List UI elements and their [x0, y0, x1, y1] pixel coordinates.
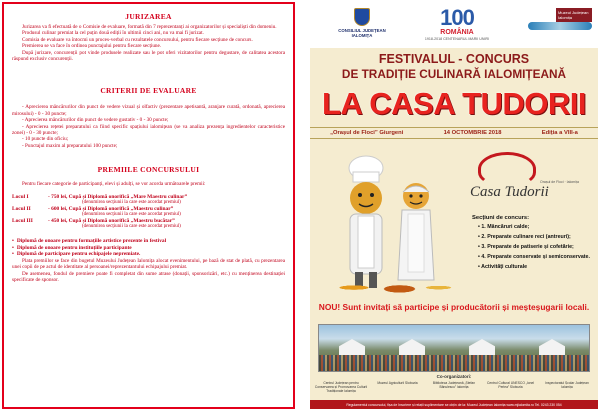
tent-icon — [399, 339, 425, 355]
criteria-item: - Punctajul maxim al preparatului 100 puncte; — [22, 142, 118, 149]
logo-tagline: Orașul de Floci · Ialomița — [540, 180, 579, 184]
partners — [314, 374, 594, 400]
diploma-item: • Diplomă de participare pentru echipajele nepremiate. — [12, 251, 285, 258]
partners-title: Co-organizatori: — [436, 374, 472, 379]
prize-label: Locul I — [12, 193, 29, 200]
pumpkins — [328, 272, 458, 298]
criteria-title: CRITERII DE EVALUARE — [100, 86, 197, 96]
prize-note: (denumirea secțiunii la care este acordat premiul) — [82, 212, 181, 218]
casa-tudorii-logo — [460, 150, 580, 206]
diploma-item: • Diplomă de onoare pentru instituțiile participante — [12, 245, 285, 252]
jury-paragraph: Produsul culinar premiat la cel puțin două ediții în ultimii cinci ani, nu va mai fi jurizat. — [22, 30, 204, 37]
prize-note: (denumirea secțiunii la care este acordat premiul) — [82, 199, 181, 205]
jury-paragraph: Premierea se va face în ordinea punctajului pentru fiecare secțiune. — [22, 43, 162, 50]
prize-note: (denumirea secțiunii la care este acordat premiul) — [82, 224, 181, 230]
diploma-item: • Diplomă de onoare pentru formațiile artistice prezente în festival — [12, 238, 285, 245]
centenary-subtitle: 1918-2018 CENTENARUL MARII UNIRI — [424, 37, 490, 41]
diploma-list — [12, 238, 285, 258]
wave-icon — [528, 22, 592, 30]
logo-wordmark: Casa Tudorii — [470, 184, 549, 200]
jury-title: JURIZAREA — [125, 12, 172, 21]
tent-icon — [539, 339, 565, 355]
festival-title: FESTIVALUL - CONCURS — [378, 52, 530, 66]
section-item: • 3. Preparate de patiserie și cofetărie; — [472, 242, 596, 252]
logo-arc-icon — [478, 152, 536, 186]
partner-name: Inspectoratul Școlar Județean Ialomița — [545, 381, 589, 389]
criteria-item: - Aprecierea rețetei preparatului ca fiind specific spațiului ialomițean (se va analiza prezența ingredientelor caracteristice zonei) - 0 - 30 puncte; — [12, 123, 285, 137]
county-council-logo — [332, 8, 392, 38]
museum-logo — [528, 8, 592, 30]
logo-bar — [310, 2, 598, 48]
event-edition: Ediția a VIII-a — [541, 130, 578, 136]
jury-paragraph: După jurizare, concurenții pot vinde produsele realizate sau le pot oferi vizitatorilor pentru degustare, de calitatea acestora răspund exclusiv concurenții. — [12, 49, 285, 63]
prizes-intro: Pentru fiecare categorie de participanți, elevi și adulți, se vor acorda următoarele premii: — [22, 181, 206, 188]
section-item: • 4. Preparate conservate și semiconservate. — [472, 252, 596, 262]
prize-label: Locul III — [12, 218, 33, 225]
prize-text: - 450 lei, Cupă și Diplomă onorifică „Maestru bucătar” — [48, 218, 175, 225]
festival-subtitle: DE TRADIȚIE CULINARĂ IALOMIȚEANĂ — [341, 67, 567, 81]
prize-text: - 600 lei, Cupă și Diplomă onorifică „Maestru culinar” — [48, 205, 174, 212]
museum-name: Muzeul Județean Ialomița — [556, 8, 592, 22]
criteria-item: - Aprecierea mâncărurilor din punct de vedere vizual și olfactiv (prezentare apetisantă, aranjare curată, ordonată, aprecierea mirosului) - 0 - 30 puncte; — [12, 104, 285, 117]
partner-name: Muzeul Agriculturii Slobozia — [377, 381, 418, 385]
section-item: • 2. Preparate culinare reci (antreuri); — [472, 232, 596, 242]
closing-paragraph: Plata premiilor se face din bugetul Muzeului Județean Ialomița alocat evenimentului, pe bază de stat de plată, cu prezentarea unei copii de pe actul de identitate al persoanei/reprezentantului echipajului premiat. — [12, 258, 285, 271]
event-place: „Orașul de Floci” Giurgeni — [330, 130, 404, 136]
illustration — [310, 140, 598, 302]
event-date: 14 OCTOMBRIE 2018 — [443, 130, 502, 136]
prize-text: - 750 lei, Cupă și Diplomă onorifică „Mare Maestru culinar” — [48, 193, 188, 200]
closing-paragraph: De asemenea, fondul de premiere poate fi completat din sume atrase (donații, sponsorizări, etc.) cu menținerea destinației specificate de sponsor. — [12, 270, 285, 284]
centenary-logo — [422, 7, 492, 41]
sections-heading: Secțiuni de concurs: — [472, 215, 530, 221]
festival-main-title: LA CASA TUDORII — [321, 86, 587, 121]
rules-page — [2, 2, 295, 409]
centenary-country: ROMÂNIA — [440, 29, 474, 36]
section-item: • Activități culturale — [472, 262, 596, 272]
prize-label: Locul II — [12, 205, 31, 212]
crowd — [319, 355, 590, 371]
footer-bar: Regulamentul concursului, fișa de înscriere și relații suplimentare se obțin de la: Muzeul Județean Ialomița www.mjialomita.ro Tel. 0243 230 054 — [310, 400, 598, 409]
partner-name: Centrul Județean pentru Conservarea și Promovarea Culturii Tradiționale Ialomița — [314, 381, 368, 393]
festival-photo — [318, 324, 590, 372]
section-item: • 1. Mâncăruri calde; — [472, 222, 596, 232]
partner-name: Centrul Cultural UNESCO „Ionel Perlea” Slobozia — [486, 381, 535, 389]
county-council-name: CONSILIUL JUDEȚEAN IALOMIȚA — [338, 28, 386, 38]
centenary-number: 100 — [440, 5, 474, 30]
tent-icon — [339, 339, 365, 355]
sections-list — [472, 214, 596, 272]
prizes-title: PREMIILE CONCURSULUI — [97, 165, 200, 175]
coat-of-arms-icon — [354, 8, 370, 26]
jury-paragraph: Jurizarea va fi efectuată de o Comisie de evaluare, formată din 7 reprezentanți ai organizatorilor și specialiști din domeniu. — [22, 24, 277, 30]
event-info-bar — [310, 127, 598, 139]
tent-icon — [469, 339, 495, 355]
criteria-item: - 10 puncte din oficiu; — [22, 136, 69, 143]
invite-banner: NOU! Sunt invitați să participe și producătorii și meșteșugarii locali. — [318, 302, 590, 312]
jury-paragraph: Comisia de evaluare va întocmi un proces-verbal cu rezultatele concursului, pentru fiecare secțiune de concurs. — [22, 36, 253, 43]
partner-name: Biblioteca Județeană „Ștefan Bănulescu” Ialomița — [432, 381, 476, 389]
cover-page — [310, 2, 598, 409]
criteria-item: - Aprecierea mâncărurilor din punct de vedere gustativ - 0 - 30 puncte; — [22, 117, 169, 124]
